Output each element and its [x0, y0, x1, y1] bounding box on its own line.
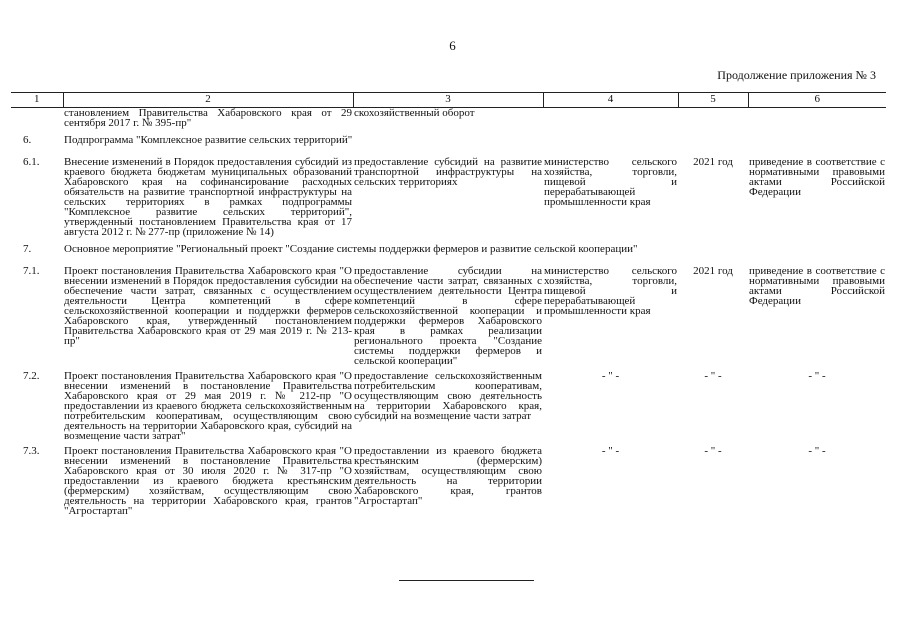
item-number: 7.2.: [23, 370, 40, 382]
measure-result: предоставление субсидий на развитие транспортной инфраструктуры на сельских территориях: [354, 156, 542, 188]
footer-divider: [399, 580, 534, 581]
item-number: 6.1.: [23, 156, 40, 168]
table-row: [11, 366, 886, 441]
page-number: 6: [449, 38, 456, 53]
section-row: [11, 237, 886, 261]
section-row: [11, 128, 886, 152]
measure-result: предоставление субсидии на обеспечение части затрат, связанных с осуществлением деятельности Центра компетенций в сфере сельскохозяйственной кооперации и поддержки фермеров Хабаровского края в рамках реализации регионального проекта "Создание системы поддержки фермеров и сельской кооперации": [354, 265, 542, 367]
header-cell: 4: [543, 93, 678, 108]
deadline: 2021 год: [693, 265, 733, 277]
ditto-mark: - " -: [601, 370, 620, 382]
item-number: 7.1.: [23, 265, 40, 277]
table-row-carryover: [11, 108, 886, 129]
measure-result: предоставлении из краевого бюджета крестьянским (фермерским) хозяйствам, осуществляющим свою деятельность на территории Хабаровского края, грантов "Агростартап": [354, 445, 542, 507]
measure-name: Проект постановления Правительства Хабаровского края "О внесении изменений в постановление Правительства Хабаровского края от 29 мая 2019 г. № 212-пр "О предоставлении из краевого бюджета сельскохозяйственным потребительским кооперативам, осуществляющим свою деятельность на территории Хабаровского края, субсидий на возмещение части затрат": [64, 370, 352, 442]
ditto-mark: - " -: [601, 445, 620, 457]
responsible-executor: министерство сельского хозяйства, торговли, пищевой и перерабатывающей промышленности края: [544, 265, 677, 317]
header-cell: 2: [63, 93, 353, 108]
measure-name: Проект постановления Правительства Хабаровского края "О внесении изменений в постановление Правительства Хабаровского края от 30 июля 2020 г. № 317-пр "О предоставлении из краевого бюджета крестьянским (фермерским) хозяйствам, осуществляющим свою деятельность на территории Хабаровского края, грантов "Агростартап": [64, 445, 352, 517]
ditto-mark: - " -: [808, 370, 826, 382]
section-number: 6.: [23, 134, 32, 146]
responsible-executor: министерство сельского хозяйства, торговли, пищевой и перерабатывающей промышленности края: [544, 156, 677, 208]
continuation-label: Продолжение приложения № 3: [717, 68, 876, 82]
measure-result: предоставление сельскохозяйственным потребительским кооперативам, осуществляющим свою деятельность на территории Хабаровского края, субсидий на возмещение части затрат: [354, 370, 542, 422]
ditto-mark: - " -: [704, 445, 722, 457]
item-number: 7.3.: [23, 445, 40, 457]
section-number: 7.: [23, 243, 32, 255]
table-header-row: [11, 93, 886, 108]
header-cell: 6: [748, 93, 886, 108]
header-cell: 5: [678, 93, 748, 108]
justification: приведение в соответствие с нормативными правовыми актами Российской Федерации: [749, 265, 885, 307]
measure-name: Проект постановления Правительства Хабаровского края "О внесении изменений в Порядок предоставления субсидии на обеспечение части затрат, связанных с осуществлением деятельности Центра компетенций в сфере сельскохозяйственной кооперации и поддержки фермеров Хабаровского края, утвержденный постановлением Правительства Хабаровского края от 29 мая 2019 г. № 213-пр": [64, 265, 352, 347]
carryover-text: становлением Правительства Хабаровского края от 29 сентября 2017 г. № 395-пр": [64, 107, 352, 129]
section-title: Основное мероприятие "Региональный проект "Создание системы поддержки фермеров и развитие сельской кооперации": [64, 243, 638, 255]
header-cell: 1: [11, 93, 63, 108]
section-title: Подпрограмма "Комплексное развитие сельских территорий": [64, 134, 353, 146]
document-table: [11, 92, 886, 516]
table-row: [11, 152, 886, 237]
justification: приведение в соответствие с нормативными правовыми актами Российской Федерации: [749, 156, 885, 198]
header-cell: 3: [353, 93, 543, 108]
ditto-mark: - " -: [808, 445, 826, 457]
table-row: [11, 261, 886, 366]
carryover-result: скохозяйственный оборот: [354, 107, 475, 119]
ditto-mark: - " -: [704, 370, 722, 382]
measure-name: Внесение изменений в Порядок предоставления субсидий из краевого бюджета бюджетам муниципальных образований Хабаровского края на софинансирование расходных обязательств на развитие транспортной инфраструктуры на сельских территориях в рамках подпрограммы "Комплексное развитие сельских территорий", утвержденный постановлением Правительства края от 17 августа 2012 г. № 277-пр (приложение № 14): [64, 156, 352, 238]
deadline: 2021 год: [693, 156, 733, 168]
table-row: [11, 441, 886, 516]
